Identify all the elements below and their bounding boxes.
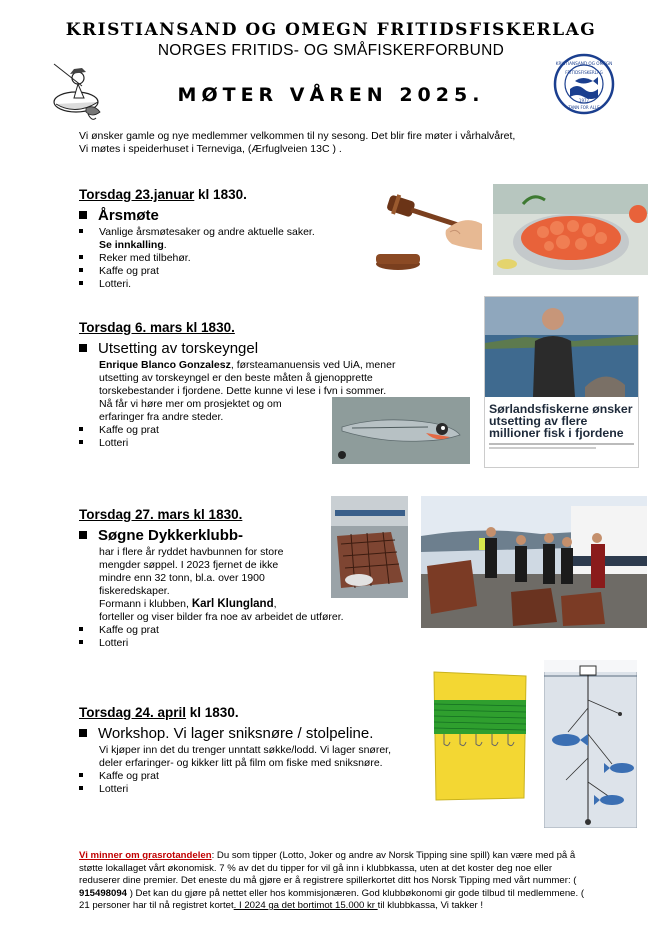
meeting-heading-suffix: . bbox=[369, 725, 374, 742]
meeting-line: Reker med tilbehør. bbox=[99, 252, 191, 264]
meeting-line: Kaffe og prat bbox=[99, 424, 159, 436]
meeting-heading: Workshop. Vi lager sniksnøre / stolpeline bbox=[98, 725, 370, 742]
shrimp-image bbox=[493, 184, 648, 275]
meeting-line: Nå får vi høre mer om prosjektet og om bbox=[99, 398, 282, 410]
newspaper-clipping bbox=[484, 296, 639, 468]
meeting-line: Lotteri bbox=[99, 637, 129, 649]
gavel-image bbox=[368, 192, 486, 274]
news-headline: Sørlandsfiskerne ønsker utsetting av flere millioner fisk i fjordene bbox=[489, 402, 633, 440]
chairman-name: Karl Klungland bbox=[191, 598, 274, 610]
badge-middle-text: FRITIDSFISKERLAG bbox=[565, 70, 603, 75]
line-spool-image bbox=[430, 670, 530, 802]
meeting-line: , førsteamanuensis ved UiA, mener bbox=[230, 359, 396, 371]
club-badge-icon bbox=[553, 53, 615, 115]
club-name: KRISTIANSAND OG OMEGN FRITIDSFISKERLAG bbox=[65, 20, 597, 40]
cod-fry-image bbox=[332, 397, 470, 464]
meeting-line: Kaffe og prat bbox=[99, 624, 159, 636]
meeting-line: Kaffe og prat bbox=[99, 770, 159, 782]
intro-text bbox=[79, 130, 599, 156]
meeting-line: Vanlige årsmøtesaker og andre aktuelle saker. bbox=[99, 226, 315, 238]
meeting-line: Vi kjøper inn det du trenger unntatt søkke/lodd. Vi lager snører, bbox=[99, 744, 392, 756]
grasrot-lead: Vi minner om grasrotandelen bbox=[79, 850, 212, 861]
grasrot-text: til klubbkassa, Vi takker ! bbox=[377, 900, 484, 911]
meeting-time: kl 1830. bbox=[194, 187, 247, 202]
divers-image bbox=[421, 496, 647, 628]
meeting-line: mindre enn 32 tonn, bl.a. over 1900 bbox=[99, 572, 265, 584]
badge-bottom-text: TANN FOR ALLE bbox=[568, 105, 600, 110]
trap-image bbox=[331, 496, 408, 598]
badge-top-text: KRISTIANSAND OG OMEGN bbox=[555, 61, 613, 66]
stolpeline-diagram-image bbox=[544, 660, 637, 828]
meeting-line: har i flere år ryddet havbunnen for store bbox=[99, 546, 284, 558]
meeting-heading: Søgne Dykkerklubb- bbox=[98, 527, 244, 544]
meeting-date: Torsdag 27. mars kl 1830. bbox=[79, 507, 243, 522]
meeting-line: utsetting av torskeyngel er den beste måten å gjenopprette bbox=[99, 372, 373, 384]
org-number: 915498094 bbox=[79, 887, 128, 899]
meeting-march-27 bbox=[79, 506, 344, 650]
intro-line: Vi møtes i speiderhuset i Terneviga, (Ærfuglveien 13C ) . bbox=[79, 143, 342, 155]
meeting-line: mengder søppel. I 2023 fjernet de ikke bbox=[99, 559, 279, 571]
speaker-name: Enrique Blanco Gonzalesz bbox=[99, 359, 231, 371]
page-title: MØTER VÅREN 2025. bbox=[177, 84, 485, 106]
meeting-date: Torsdag 6. mars kl 1830. bbox=[79, 320, 235, 335]
meeting-line-suffix: , bbox=[273, 598, 277, 610]
grasrot-amount: . I 2024 ga det bortimot 15.000 kr bbox=[233, 900, 378, 911]
meeting-line-suffix: . bbox=[163, 239, 167, 251]
meeting-line: Kaffe og prat bbox=[99, 265, 159, 277]
fisherman-logo-icon bbox=[48, 60, 104, 124]
meeting-date: Torsdag 24. april bbox=[79, 705, 187, 720]
meeting-january bbox=[79, 186, 315, 291]
meeting-line: forteller og viser bilder fra noe av arbeidet de utfører. bbox=[99, 611, 344, 623]
meeting-line: erfaringer fra andre steder. bbox=[99, 411, 224, 423]
meeting-line: Lotteri bbox=[99, 783, 129, 795]
meeting-date: Torsdag 23.januar bbox=[79, 187, 195, 202]
meeting-line: fiskeredskaper. bbox=[99, 585, 170, 597]
intro-line: Vi ønsker gamle og nye medlemmer velkommen til ny sesong. Det blir fire møter i vårhalvåret, bbox=[79, 130, 516, 142]
grasrot-text: ) Det kan du gjøre på nettet eller hos kommisjonæren. God klubbøkonomi gir gode tilbud til medlemmene. ( 21 personer har til nå registret kortet bbox=[79, 887, 585, 911]
meeting-line: Lotteri. bbox=[99, 278, 132, 290]
meeting-line: Se innkalling bbox=[99, 239, 164, 251]
grasrot-text: : Du som tipper (Lotto, Joker og andre av Norsk Tipping sine spill) kan være med på å støtte lokallaget vårt økonomisk. 7 % av det du tipper for vil gå inn i klubbkassa, uten at det koster deg noe eller reduserer dine premier. Det eneste du må gjøre er å registrere spillerkortet ditt hos Norsk Tipping med vårt nummer: ( bbox=[79, 850, 577, 886]
meeting-april bbox=[79, 704, 391, 796]
federation-name: NORGES FRITIDS- OG SMÅFISKERFORBUND bbox=[157, 42, 505, 59]
meeting-time: kl 1830. bbox=[186, 705, 239, 720]
meeting-line: Lotteri bbox=[99, 437, 129, 449]
grasrot-notice bbox=[79, 850, 589, 913]
meeting-heading: Årsmøte bbox=[98, 207, 159, 224]
meeting-line: torskebestander i fjordene. Dette kunne vi lese i fvn i sommer. bbox=[99, 385, 387, 397]
meeting-line: deler erfaringer- og kikker litt på film om fiske med sniksnøre. bbox=[99, 757, 383, 769]
badge-year: 1977 bbox=[578, 98, 590, 103]
meeting-heading: Utsetting av torskeyngel bbox=[98, 340, 259, 357]
meeting-line: Formann i klubben, bbox=[99, 598, 192, 610]
newspaper-photo bbox=[485, 297, 638, 397]
